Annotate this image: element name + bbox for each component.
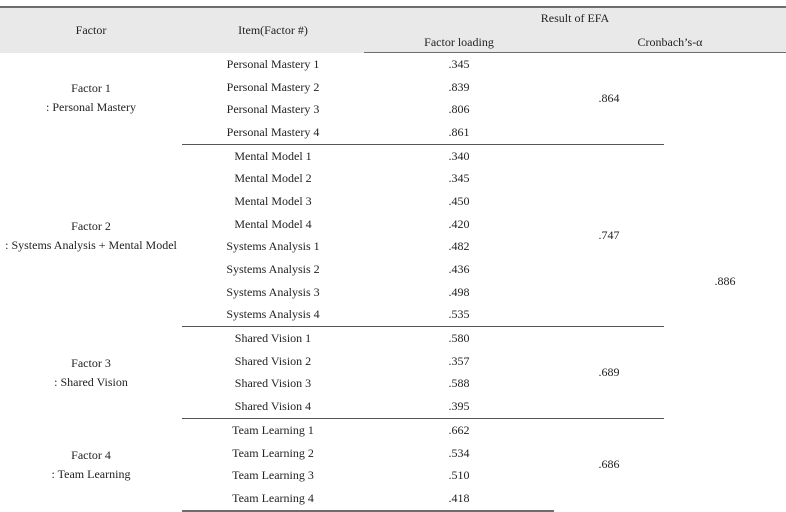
item-name: Personal Mastery 4 (226, 124, 320, 139)
factor-loading-value: .418 (364, 487, 554, 511)
item-name: Shared Vision 3 (234, 376, 312, 391)
factor-label (0, 53, 182, 145)
factor-loading-value: .662 (364, 419, 554, 442)
factor-number: Factor 1 (71, 81, 111, 96)
item-name: Systems Analysis 3 (226, 284, 320, 299)
factor-loading-value: .861 (448, 124, 470, 139)
factor-description: : Personal Mastery (46, 100, 136, 115)
factor-label (0, 419, 182, 511)
factor-description: : Shared Vision (54, 374, 128, 389)
factor-loading-value: .806 (448, 102, 470, 117)
factor-loading-value: .395 (448, 399, 470, 414)
item-name: Systems Analysis 1 (226, 239, 320, 254)
factor-loading-value: .345 (448, 171, 470, 186)
item-name: Systems Analysis 2 (226, 262, 320, 277)
item-name: Mental Model 2 (234, 171, 312, 186)
item-name: Personal Mastery 3 (226, 102, 320, 117)
factor-number: Factor 4 (71, 447, 111, 462)
factor-loading-value: .482 (448, 239, 470, 254)
group-cronbach-alpha: .747 (554, 144, 664, 327)
factor-description: : Team Learning (51, 466, 131, 481)
group-cronbach-alpha: .686 (554, 419, 664, 511)
header-factor-loading: Factor loading (364, 29, 554, 53)
header-cronbach-alpha: Cronbach’s-α (554, 29, 786, 53)
factor-loading-value: .580 (364, 327, 554, 350)
item-name: Team Learning 1 (182, 419, 364, 442)
item-name: Personal Mastery 2 (226, 79, 320, 94)
factor-loading-value: .340 (364, 144, 554, 167)
item-name: Team Learning 3 (232, 468, 314, 483)
header-item: Item(Factor #) (182, 7, 364, 53)
table-header (0, 7, 786, 53)
item-name: Shared Vision 1 (182, 327, 364, 350)
table-body (0, 53, 786, 511)
table-row (0, 53, 786, 76)
group-cronbach-alpha: .689 (554, 327, 664, 419)
efa-results-table (0, 6, 786, 512)
factor-description: : Systems Analysis + Mental Model (5, 237, 177, 252)
item-name: Shared Vision 4 (234, 399, 312, 414)
item-name: Systems Analysis 4 (226, 307, 320, 322)
factor-label (0, 144, 182, 327)
factor-number: Factor 3 (71, 355, 111, 370)
factor-loading-value: .420 (448, 216, 470, 231)
factor-loading-value: .345 (448, 56, 470, 71)
header-result-of-efa: Result of EFA (364, 7, 786, 29)
item-name: Team Learning 2 (232, 445, 314, 460)
header-factor: Factor (0, 7, 182, 53)
factor-loading-value: .498 (448, 284, 470, 299)
item-name: Mental Model 4 (234, 216, 312, 231)
item-name: Team Learning 4 (182, 487, 364, 511)
group-cronbach-alpha: .864 (598, 90, 620, 105)
factor-loading-value: .588 (448, 376, 470, 391)
item-name: Mental Model 1 (182, 144, 364, 167)
overall-cronbach-alpha: .886 (714, 274, 736, 289)
factor-number: Factor 2 (71, 218, 111, 233)
factor-loading-value: .839 (448, 79, 470, 94)
item-name: Mental Model 3 (234, 193, 312, 208)
factor-loading-value: .357 (448, 353, 470, 368)
factor-loading-value: .450 (448, 193, 470, 208)
item-name: Shared Vision 2 (234, 353, 312, 368)
factor-loading-value: .535 (448, 307, 470, 322)
item-name: Personal Mastery 1 (226, 56, 320, 71)
factor-loading-value: .436 (448, 262, 470, 277)
factor-label (0, 327, 182, 419)
factor-loading-value: .534 (448, 445, 470, 460)
factor-loading-value: .510 (448, 468, 470, 483)
